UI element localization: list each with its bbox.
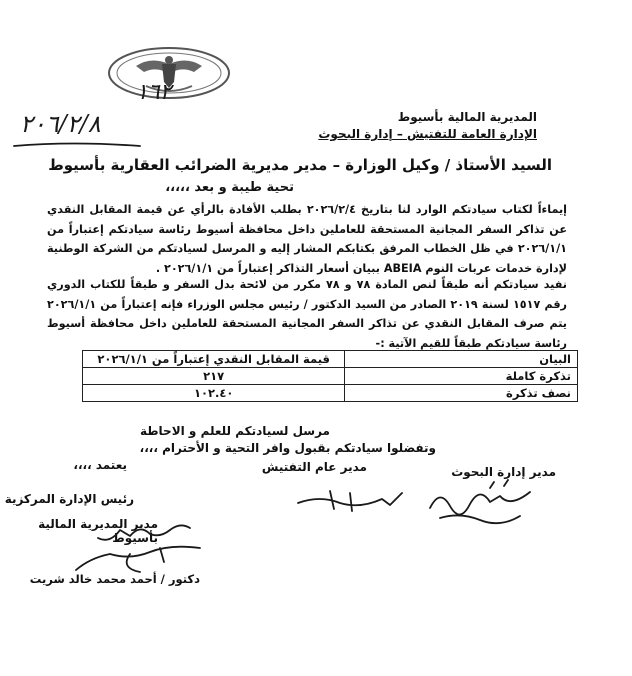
table-header-value: قيمة المقابل النقدي إعتباراً من ٢٠٢٦/١/١ <box>83 351 345 368</box>
table-cell-label: تذكرة كاملة <box>345 368 578 385</box>
table-cell-value: ١٠٢.٤٠ <box>83 385 345 402</box>
signature-title-research-manager: مدير إدارة البحوث <box>451 465 556 479</box>
table-header-row <box>83 351 578 368</box>
ticket-value-table <box>82 350 578 402</box>
handwritten-signature-research <box>420 478 540 528</box>
handwritten-signature-director <box>70 518 210 578</box>
body-paragraph-response: نفيد سيادتكم أنه طبقاً لنص المادة ٧٨ و ٧٨ مكرر من لائحة بدل السفر و طبقاً للكتاب الدوري رقم ١٥١٧ لسنة ٢٠١٩ الصادر من السيد الدكتور / رئيس مجلس الوزراء فإنه إعتباراً من ٢٠٢٦/١/١ يتم صرف المقابل النقدي عن تذاكر السفر المجانية المستحقة للعاملين داخل محافظة أسيوط رئاسة سيادتكم طبقاً للقيم الآتية :- <box>47 278 567 350</box>
addressee-line: السيد الأستاذ / وكيل الوزارة – مدير مديرية الضرائب العقارية بأسيوط <box>48 156 552 174</box>
letterhead-department: الإدارة العامة للتفتيش – إدارة البحوث <box>318 127 537 141</box>
body-paragraph-request: إيماءاً لكتاب سيادتكم الوارد لنا بتاريخ ٢٠٢٦/٢/٤ بطلب الأفادة بالرأي عن قيمة المقابل النقدي عن تذاكر السفر المجانية المستحقة للعاملين داخل محافظة أسيوط رئاسة سيادتكم إعتباراً من ٢٠٢٦/١/١ في ظل الخطاب المرفق بكتابكم المشار إليه و المرسل لسيادتكم من الشركة الوطنية لإدارة خدمات عربات النوم ABEIA ببيان أسعار التذاكر إعتباراً من ٢٠٢٦/١/١ . <box>47 203 567 275</box>
table-row <box>83 385 578 402</box>
table-header-item: البيان <box>345 351 578 368</box>
signature-title-general-inspection: مدير عام التفتيش <box>261 460 367 474</box>
handwritten-date: ٢٠٦/٢/٨ <box>20 110 101 138</box>
handwritten-date-underline <box>12 140 142 150</box>
signature-adopted-label: يعتمد ،،،، <box>73 458 127 472</box>
letterhead-directorate: المديرية المالية بأسيوط <box>397 110 537 124</box>
signature-title-asyut-directorate: مدير المديرية المالية بأسيوط <box>38 517 158 545</box>
greeting-line: تحية طيبة و بعد ،،،،، <box>165 180 294 195</box>
signature-title-central-admin: رئيس الإدارة المركزية <box>4 492 134 506</box>
table-row <box>83 368 578 385</box>
closing-line-1: مرسل لسيادتكم للعلم و الاحاطة <box>139 424 330 438</box>
table-cell-value: ٢١٧ <box>83 368 345 385</box>
signature-doctor-name: دكتور / أحمد محمد خالد شريت <box>29 572 200 586</box>
closing-line-2: وتفضلوا سيادتكم بقبول وافر التحية و الأحترام ،،،، <box>139 441 436 455</box>
table-cell-label: نصف تذكرة <box>345 385 578 402</box>
handwritten-signature-general-inspection <box>290 485 410 515</box>
handwritten-number: ١٦٢ <box>136 80 172 105</box>
